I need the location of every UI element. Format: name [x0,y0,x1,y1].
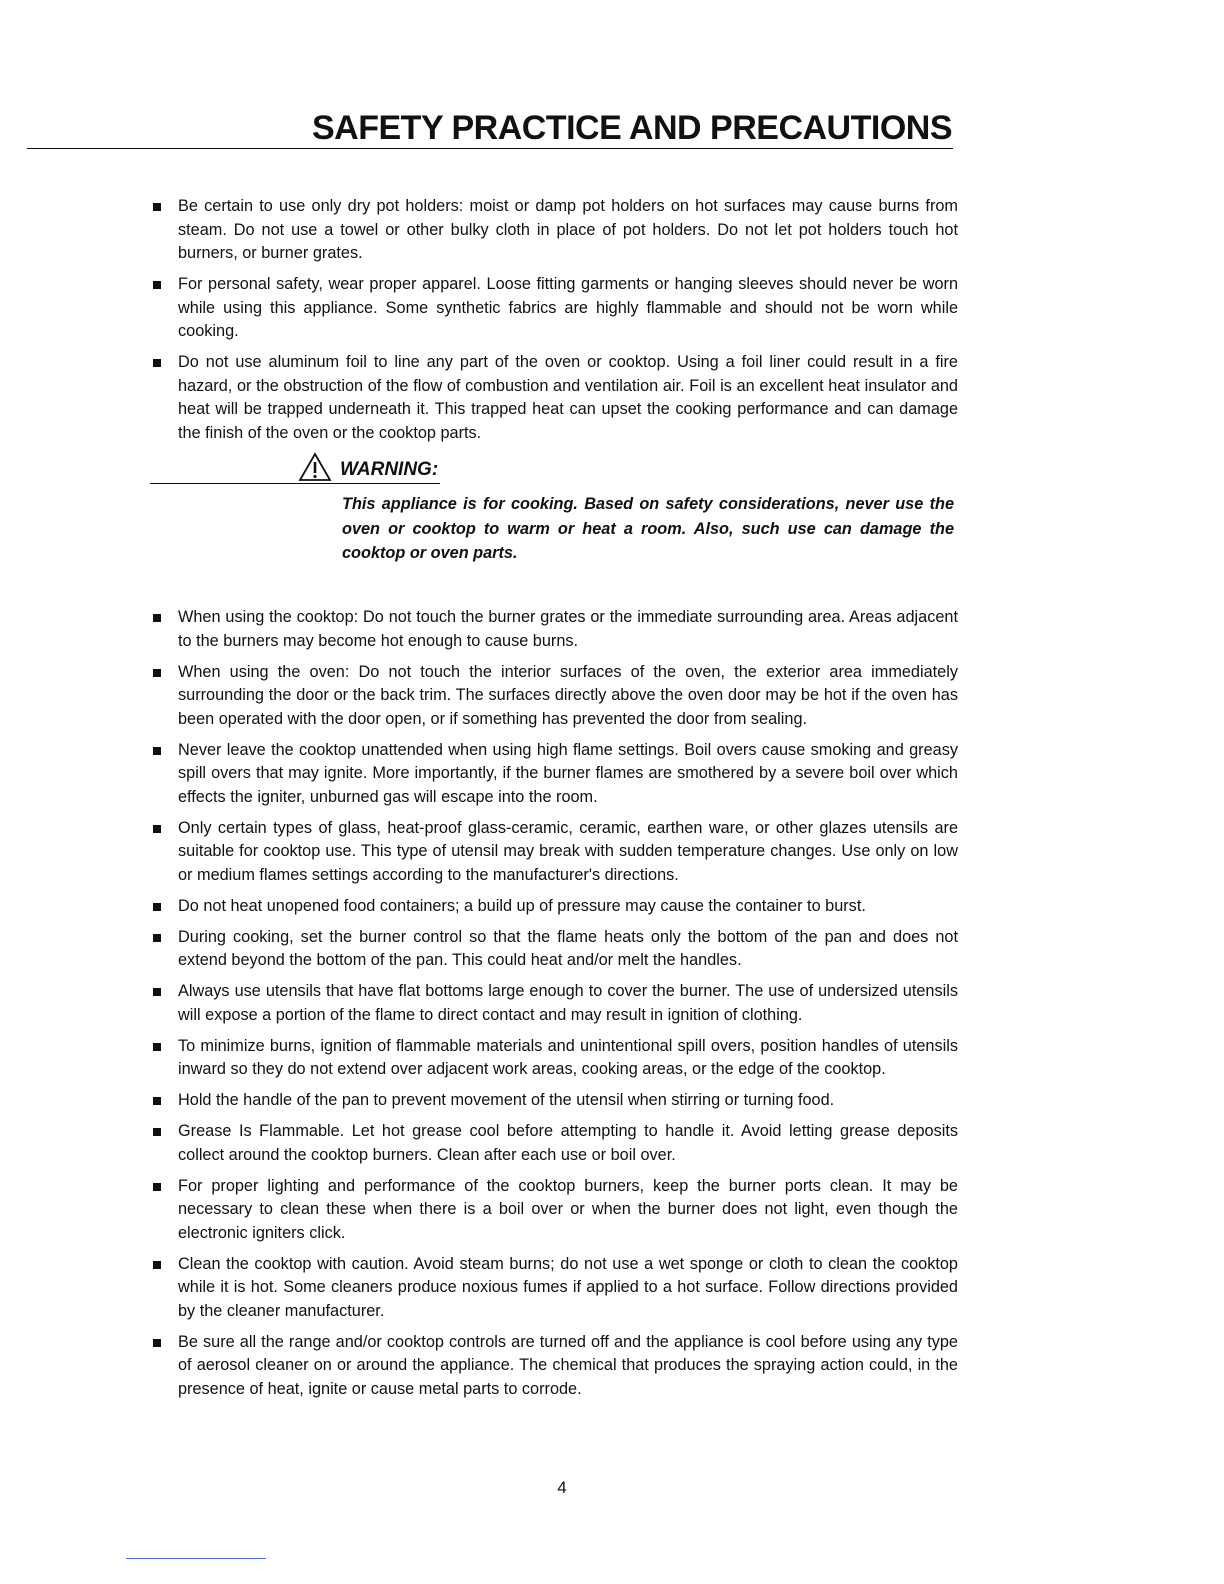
bullet-square-icon [153,825,161,833]
list-item: Do not heat unopened food containers; a build up of pressure may cause the container to burst. [148,895,958,919]
bullet-square-icon [153,669,161,677]
bullet-square-icon [153,281,161,289]
list-item: When using the oven: Do not touch the interior surfaces of the oven, the exterior area immediately surrounding the door or the back trim. The surfaces directly above the oven door may be hot if the oven has been operated with the door open, or if something has prevented the door from sealing. [148,661,958,732]
list-item: Never leave the cooktop unattended when using high flame settings. Boil overs cause smoking and greasy spill overs that may ignite. More importantly, if the burner flames are smothered by a severe boil over which effects the igniter, unburned gas will escape into the room. [148,739,958,810]
bullet-square-icon [153,1261,161,1269]
list-item: Grease Is Flammable. Let hot grease cool before attempting to handle it. Avoid letting grease deposits collect around the cooktop burners. Clean after each use or boil over. [148,1120,958,1167]
bullet-square-icon [153,203,161,211]
page-number: 4 [557,1478,567,1497]
bullet-square-icon [153,1339,161,1347]
list-item: Always use utensils that have flat bottoms large enough to cover the burner. The use of undersized utensils will expose a portion of the flame to direct contact and may result in ignition of clothing. [148,980,958,1027]
list-item: During cooking, set the burner control so that the flame heats only the bottom of the pan and does not extend beyond the bottom of the pan. This could heat and/or melt the handles. [148,926,958,973]
bullet-square-icon [153,1183,161,1191]
warning-rule [150,483,440,484]
bullet-square-icon [153,614,161,622]
list-item: To minimize burns, ignition of flammable materials and unintentional spill overs, position handles of utensils inward so they do not extend over adjacent work areas, cooking areas, or the edge of the cooktop. [148,1035,958,1082]
bullet-square-icon [153,988,161,996]
bullet-square-icon [153,934,161,942]
bullet-square-icon [153,1128,161,1136]
list-item: Be sure all the range and/or cooktop controls are turned off and the appliance is cool before using any type of aerosol cleaner on or around the appliance. The chemical that produces the spraying action could, in the presence of heat, ignite or cause metal parts to corrode. [148,1331,958,1402]
list-item: Hold the handle of the pan to prevent movement of the utensil when stirring or turning food. [148,1089,958,1113]
list-item: For personal safety, wear proper apparel. Loose fitting garments or hanging sleeves should never be worn while using this appliance. Some synthetic fabrics are highly flammable and should not be worn while cooking. [148,273,958,344]
warning-label: WARNING: [340,459,439,480]
list-item: For proper lighting and performance of the cooktop burners, keep the burner ports clean. It may be necessary to clean these when there is a boil over or when the burner does not light, even though the electronic igniters click. [148,1175,958,1246]
footer-rule [126,1558,266,1559]
bullet-square-icon [153,1043,161,1051]
title-underline [27,148,953,149]
warning-triangle-icon [298,452,332,482]
warning-text: This appliance is for cooking. Based on safety considerations, never use the oven or cooktop to warm or heat a room. Also, such use can damage the cooktop or oven parts. [342,495,954,562]
bullet-square-icon [153,747,161,755]
precautions-list-top [148,195,958,453]
list-item: Do not use aluminum foil to line any part of the oven or cooktop. Using a foil liner could result in a fire hazard, or the obstruction of the flow of combustion and ventilation air. Foil is an excellent heat insulator and heat will be trapped underneath it. This trapped heat can upset the cooking performance and can damage the finish of the oven or the cooktop parts. [148,351,958,445]
list-item: Be certain to use only dry pot holders: moist or damp pot holders on hot surfaces may cause burns from steam. Do not use a towel or other bulky cloth in place of pot holders. Do not let pot holders touch hot burners, or burner grates. [148,195,958,266]
list-item: When using the cooktop: Do not touch the burner grates or the immediate surrounding area. Areas adjacent to the burners may become hot enough to cause burns. [148,606,958,653]
list-item: Clean the cooktop with caution. Avoid steam burns; do not use a wet sponge or cloth to clean the cooktop while it is hot. Some cleaners produce noxious fumes if applied to a hot surface. Follow directions provided by the cleaner manufacturer. [148,1253,958,1324]
bullet-square-icon [153,903,161,911]
precautions-list-bottom [148,606,958,1409]
page-title: SAFETY PRACTICE AND PRECAUTIONS [312,109,952,147]
warning-heading [298,452,438,482]
bullet-square-icon [153,359,161,367]
bullet-square-icon [153,1097,161,1105]
list-item: Only certain types of glass, heat-proof glass-ceramic, ceramic, earthen ware, or other glazes utensils are suitable for cooktop use. This type of utensil may break with sudden temperature changes. Use only on low or medium flames settings according to the manufacturer's directions. [148,817,958,888]
